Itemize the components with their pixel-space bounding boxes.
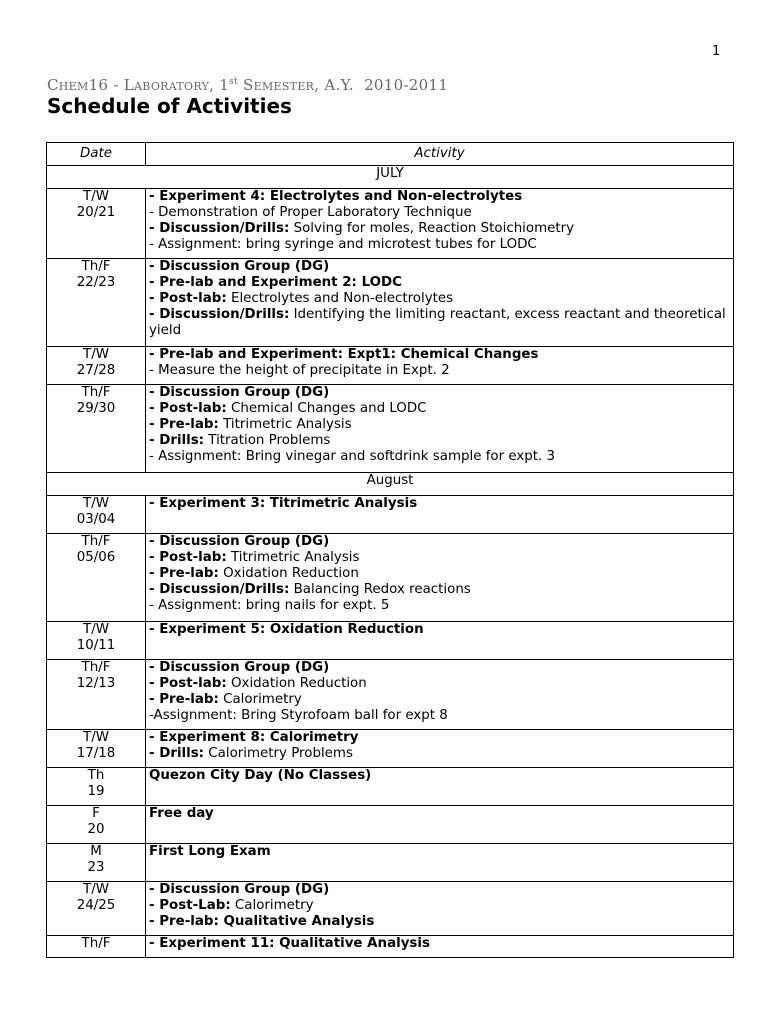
activity-line	[149, 496, 730, 512]
date-cell	[47, 882, 146, 936]
activity-cell	[146, 844, 734, 882]
day-label: T/W	[83, 347, 109, 362]
activity-text: - Assignment: bring nails for expt. 5	[149, 598, 390, 613]
activity-bold-text: - Experiment 4: Electrolytes and Non-electrolytes	[149, 189, 523, 204]
activity-line	[149, 730, 730, 746]
activity-bold-text: - Discussion/Drills:	[149, 307, 290, 322]
page-number: 1	[712, 44, 721, 59]
date-label: 19	[87, 784, 105, 799]
activity-text: Oxidation Reduction	[226, 676, 367, 691]
table-header-row	[47, 143, 734, 166]
activity-bold-text: - Discussion Group (DG)	[149, 882, 330, 897]
table-row	[47, 259, 734, 347]
activity-line	[149, 550, 730, 566]
date-label: 12/13	[76, 676, 116, 691]
month-row	[47, 166, 734, 189]
activity-line	[149, 768, 730, 784]
activity-line	[149, 598, 730, 614]
activity-bold-text: First Long Exam	[149, 844, 271, 859]
day-label: T/W	[83, 622, 109, 637]
activity-text: - Assignment: Bring vinegar and softdrink sample for expt. 3	[149, 449, 556, 464]
activity-bold-text: - Experiment 3: Titrimetric Analysis	[149, 496, 418, 511]
activity-line	[149, 806, 730, 822]
activity-bold-text: - Post-lab:	[149, 676, 227, 691]
activity-text: Solving for moles, Reaction Stoichiometry	[289, 221, 575, 236]
activity-cell	[146, 660, 734, 730]
date-label: 17/18	[76, 746, 116, 761]
activity-cell	[146, 936, 734, 958]
activity-text: - Demonstration of Proper Laboratory Technique	[149, 205, 472, 220]
activity-line	[149, 417, 730, 433]
activity-line	[149, 363, 730, 379]
activity-text: Calorimetry	[230, 898, 314, 913]
day-label: T/W	[83, 496, 109, 511]
activity-bold-text: - Post-lab:	[149, 291, 227, 306]
activity-bold-text: - Experiment 11: Qualitative Analysis	[149, 936, 430, 951]
page-title: Schedule of Activities	[47, 94, 292, 118]
course-name: Chem16 - Laboratory, 1	[47, 76, 230, 94]
activity-text: Chemical Changes and LODC	[226, 401, 427, 416]
activity-text: Calorimetry	[218, 692, 302, 707]
column-header-activity: Activity	[146, 143, 734, 166]
schedule-table	[46, 142, 734, 958]
month-row	[47, 473, 734, 496]
activity-text: Calorimetry Problems	[204, 746, 353, 761]
activity-cell	[146, 496, 734, 534]
date-cell	[47, 622, 146, 660]
activity-line	[149, 746, 730, 762]
date-cell	[47, 534, 146, 622]
date-label: 24/25	[76, 898, 116, 913]
activity-bold-text: - Discussion Group (DG)	[149, 259, 330, 274]
activity-bold-text: - Discussion/Drills:	[149, 221, 290, 236]
course-year: 2010-2011	[364, 76, 449, 94]
table-row	[47, 936, 734, 958]
activity-text: -Assignment: Bring Styrofoam ball for expt 8	[149, 708, 448, 723]
activity-line	[149, 534, 730, 550]
activity-line	[149, 676, 730, 692]
activity-cell	[146, 347, 734, 385]
activity-line	[149, 347, 730, 363]
activity-text: Electrolytes and Non-electrolytes	[226, 291, 454, 306]
activity-line	[149, 844, 730, 860]
activity-cell	[146, 806, 734, 844]
date-label: 10/11	[76, 638, 116, 653]
activity-text: Oxidation Reduction	[218, 566, 359, 581]
activity-bold-text: - Pre-lab:	[149, 566, 219, 581]
table-row	[47, 844, 734, 882]
activity-line	[149, 433, 730, 449]
date-cell	[47, 496, 146, 534]
activity-bold-text: - Pre-lab and Experiment: Expt1: Chemical Changes	[149, 347, 539, 362]
day-label: Th/F	[81, 936, 111, 951]
activity-line	[149, 914, 730, 930]
column-header-date: Date	[47, 143, 146, 166]
activity-line	[149, 259, 730, 275]
activity-bold-text: - Pre-lab and Experiment 2: LODC	[149, 275, 402, 290]
date-label: 05/06	[76, 550, 116, 565]
activity-bold-text: - Post-lab:	[149, 550, 227, 565]
date-cell	[47, 385, 146, 473]
activity-bold-text: Free day	[149, 806, 214, 821]
table-row	[47, 189, 734, 259]
course-semester: Semester, A.Y.	[237, 76, 354, 94]
activity-bold-text: - Post-lab:	[149, 401, 227, 416]
date-label: 29/30	[76, 401, 116, 416]
activity-cell	[146, 622, 734, 660]
schedule-body	[47, 166, 734, 958]
activity-line	[149, 449, 730, 465]
activity-text: Identifying the limiting reactant, excess reactant and theoretical yield	[149, 307, 726, 338]
activity-line	[149, 582, 730, 598]
day-label: M	[90, 844, 102, 859]
activity-bold-text: - Drills:	[149, 433, 205, 448]
activity-bold-text: - Discussion Group (DG)	[149, 534, 330, 549]
activity-bold-text: - Discussion Group (DG)	[149, 660, 330, 675]
activity-line	[149, 708, 730, 724]
date-cell	[47, 806, 146, 844]
activity-text: Titrimetric Analysis	[226, 550, 360, 565]
activity-text: Titration Problems	[204, 433, 331, 448]
day-label: Th/F	[81, 259, 111, 274]
activity-text: - Assignment: bring syringe and microtest tubes for LODC	[149, 237, 537, 252]
date-cell	[47, 259, 146, 347]
activity-text: Titrimetric Analysis	[218, 417, 352, 432]
activity-line	[149, 275, 730, 291]
date-label: 20/21	[76, 205, 116, 220]
activity-line	[149, 936, 730, 952]
date-cell	[47, 730, 146, 768]
activity-line	[149, 566, 730, 582]
activity-bold-text: Quezon City Day (No Classes)	[149, 768, 372, 783]
day-label: Th/F	[81, 385, 111, 400]
table-row	[47, 385, 734, 473]
activity-line	[149, 291, 730, 307]
date-label: 23	[87, 860, 105, 875]
table-row	[47, 660, 734, 730]
activity-line	[149, 237, 730, 253]
activity-cell	[146, 768, 734, 806]
course-header	[47, 76, 448, 94]
activity-line	[149, 660, 730, 676]
activity-bold-text: - Post-Lab:	[149, 898, 231, 913]
activity-cell	[146, 189, 734, 259]
table-row	[47, 730, 734, 768]
date-label: 03/04	[76, 512, 116, 527]
activity-text: - Measure the height of precipitate in Expt. 2	[149, 363, 450, 378]
table-row	[47, 882, 734, 936]
date-cell	[47, 844, 146, 882]
day-label: T/W	[83, 189, 109, 204]
activity-bold-text: - Pre-lab: Qualitative Analysis	[149, 914, 375, 929]
date-label: 20	[87, 822, 105, 837]
activity-line	[149, 882, 730, 898]
activity-line	[149, 401, 730, 417]
activity-line	[149, 692, 730, 708]
activity-cell	[146, 259, 734, 347]
activity-line	[149, 189, 730, 205]
table-row	[47, 806, 734, 844]
table-row	[47, 534, 734, 622]
activity-bold-text: - Discussion/Drills:	[149, 582, 290, 597]
day-label: F	[92, 806, 100, 821]
date-cell	[47, 936, 146, 958]
activity-line	[149, 205, 730, 221]
table-row	[47, 622, 734, 660]
activity-bold-text: - Pre-lab:	[149, 692, 219, 707]
day-label: Th	[87, 768, 105, 783]
activity-bold-text: - Experiment 8: Calorimetry	[149, 730, 359, 745]
activity-line	[149, 898, 730, 914]
date-label: 22/23	[76, 275, 116, 290]
activity-bold-text: - Experiment 5: Oxidation Reduction	[149, 622, 424, 637]
activity-bold-text: - Drills:	[149, 746, 205, 761]
activity-bold-text: - Pre-lab:	[149, 417, 219, 432]
date-cell	[47, 347, 146, 385]
day-label: T/W	[83, 882, 109, 897]
activity-line	[149, 385, 730, 401]
day-label: Th/F	[81, 660, 111, 675]
activity-bold-text: - Discussion Group (DG)	[149, 385, 330, 400]
date-label: 27/28	[76, 363, 116, 378]
date-cell	[47, 189, 146, 259]
activity-line	[149, 307, 730, 339]
date-cell	[47, 660, 146, 730]
month-label: August	[47, 473, 734, 496]
table-row	[47, 496, 734, 534]
day-label: Th/F	[81, 534, 111, 549]
activity-line	[149, 221, 730, 237]
day-label: T/W	[83, 730, 109, 745]
month-label: JULY	[47, 166, 734, 189]
activity-line	[149, 622, 730, 638]
activity-cell	[146, 385, 734, 473]
activity-text: Balancing Redox reactions	[289, 582, 471, 597]
table-row	[47, 768, 734, 806]
table-row	[47, 347, 734, 385]
course-superscript: st	[229, 77, 238, 87]
activity-cell	[146, 882, 734, 936]
activity-cell	[146, 730, 734, 768]
date-cell	[47, 768, 146, 806]
activity-cell	[146, 534, 734, 622]
